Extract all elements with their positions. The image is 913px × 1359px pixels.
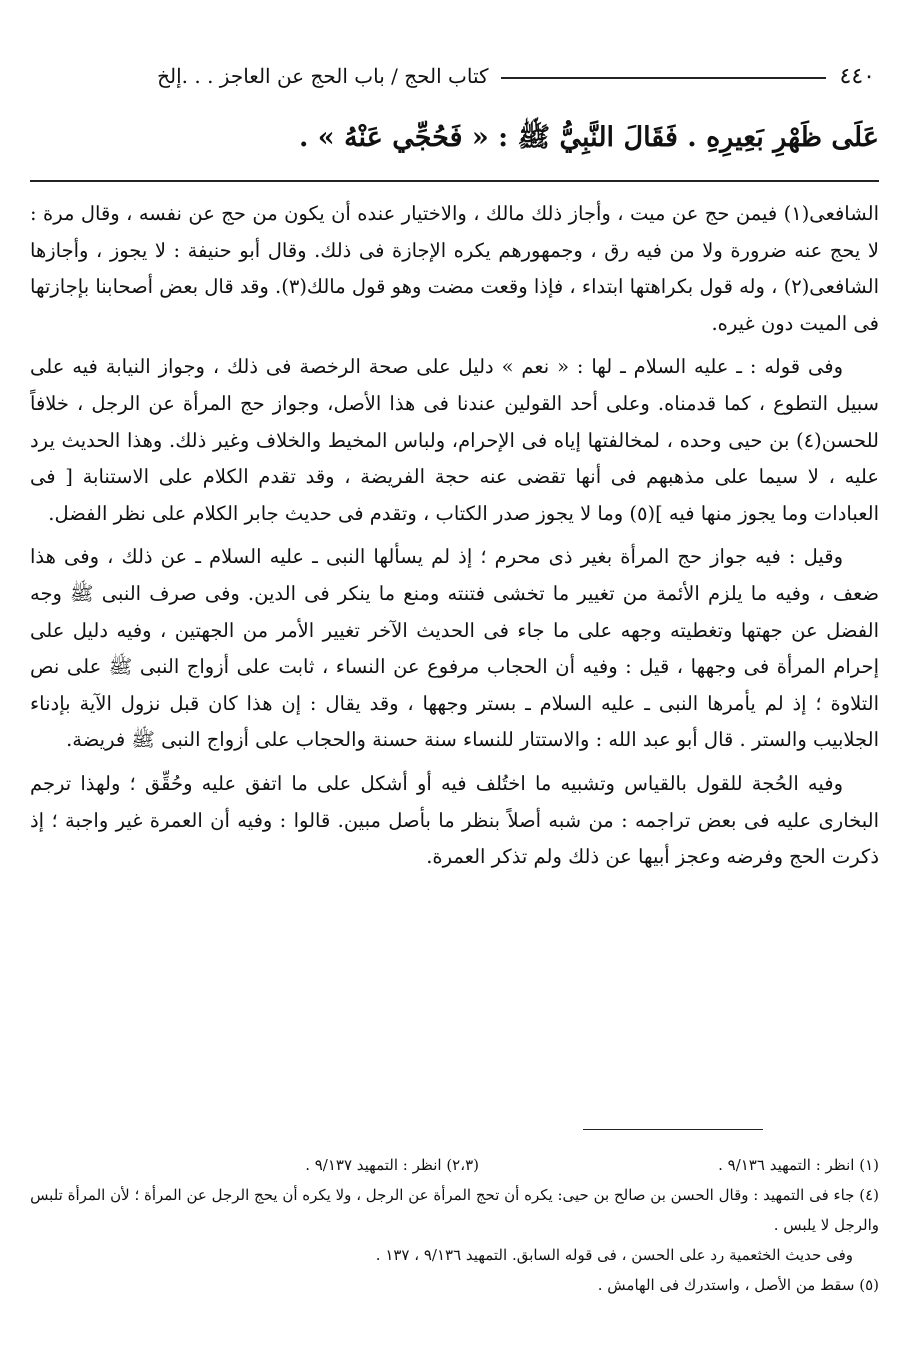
footnote-2-3: (٢،٣) انظر : التمهيد ٩/١٣٧ .: [305, 1156, 479, 1174]
paragraph-2: وفى قوله : ـ عليه السلام ـ لها : « نعم » دليل على صحة الرخصة فى ذلك ، وجواز النيابة فيه على سبيل التطوع ، كما قدمناه. وعلى أحد القولين عندنا فى هذا الأصل، وجواز حج المرأة عن الرجل ، خلافاً للحسن(٤) بن حيى وحده ، لمخالفتها إياه فى الإحرام، ولباس المخيط والخلاف وغير ذلك. وهذا الحديث يرد عليه ، لا سيما على مذهبهم فى أنها تقضى عنه حجة الفريضة ، وقد تقدم الكلام على الاستنابة [ فى العبادات وما يجوز منها فيه ](٥) وما لا يجوز صدر الكتاب ، وتقدم فى حديث جابر الكلام على نظر الفضل.: [30, 355, 879, 525]
paragraph-4: وفيه الحُجة للقول بالقياس وتشبيه ما اختُلف فيه أو أشكل على ما اتفق عليه وحُقِّق ؛ ولهذا ترجم البخارى عليه فى بعض تراجمه : من شبه أصلاً بنظر ما بأصل مبين. قالوا : وفيه أن العمرة غير واجبة ؛ إذ ذكرت الحج وفرضه وعجز أبيها عن ذلك ولم تذكر العمرة.: [30, 771, 879, 869]
header-rule: [501, 77, 826, 79]
paragraph-3: وقيل : فيه جواز حج المرأة بغير ذى محرم ؛ إذ لم يسألها النبى ـ عليه السلام ـ عن ذلك ، وفى هذا ضعف ، وفيه ما يلزم الأئمة من تغيير ما تخشى فتنته ومنع ما ينكر فى الدين. وفى صرف النبى ﷺ وجه الفضل عن جهتها وتغطيته وجهه على ما جاء فى الحديث الآخر تغيير الأمر من الجهتين ، وفيه دليل على إحرام المرأة فى وجهها ، قيل : وفيه أن الحجاب مرفوع عن النساء ، ثابت على أزواج النبى ﷺ على نص التلاوة ؛ إذ لم يأمرها النبى ـ عليه السلام ـ بستر وجهها ، وقد يقال : إن هذا كان قبل نزول الآية بإدناء الجلابيب والستر . قال أبو عبد الله : والاستتار للنساء سنة حسنة والحجاب على أزواج النبى ﷺ فريضة.: [30, 545, 879, 752]
footnote-5: (٥) سقط من الأصل ، واستدرك فى الهامش .: [597, 1276, 879, 1294]
footnote-4: (٤) جاء فى التمهيد : وقال الحسن بن صالح بن حيى: يكره أن تحج المرأة عن الرجل ، ولا يكره أن يحج الرجل عن المرأة ؛ لأن المرأة تلبس والرجل لا يلبس .: [30, 1186, 879, 1234]
paragraph-1: الشافعى(١) فيمن حج عن ميت ، وأجاز ذلك مالك ، والاختيار عنده أن يكون من حج عن نفسه ، وقال مرة : لا يحج عنه ضرورة ولا من فيه رق ، وجمهورهم يكره الإجازة فى ذلك. وقال أبو حنيفة : لا يجوز ، وأجازها الشافعى(٢) ، وله قول بكراهتها ابتداء ، فإذا وقعت مضت وهو قول مالك(٣). وقد قال بعض أصحابنا بإجازتها فى الميت دون غيره.: [30, 202, 879, 335]
hadith-text: عَلَى ظَهْرِ بَعِيرِهِ . فَقَالَ النَّبِيُّ ﷺ : « فَحُجِّي عَنْهُ » .: [299, 122, 879, 153]
footnote-row-1: [30, 1150, 879, 1180]
hadith-divider: [30, 180, 879, 182]
page-number: ٤٤٠: [839, 63, 875, 89]
footnote-1: (١) انظر : التمهيد ٩/١٣٦ .: [718, 1156, 879, 1174]
footnote-4-continued: وفى حديث الخثعمية رد على الحسن ، فى قوله السابق. التمهيد ٩/١٣٦ ، ١٣٧ .: [375, 1246, 853, 1264]
commentary-body: [30, 196, 879, 883]
running-header: [20, 58, 875, 94]
footnote-divider: [583, 1129, 763, 1130]
footnotes: [30, 1150, 879, 1300]
chapter-title: كتاب الحج / باب الحج عن العاجز . . .إلخ: [157, 64, 489, 88]
